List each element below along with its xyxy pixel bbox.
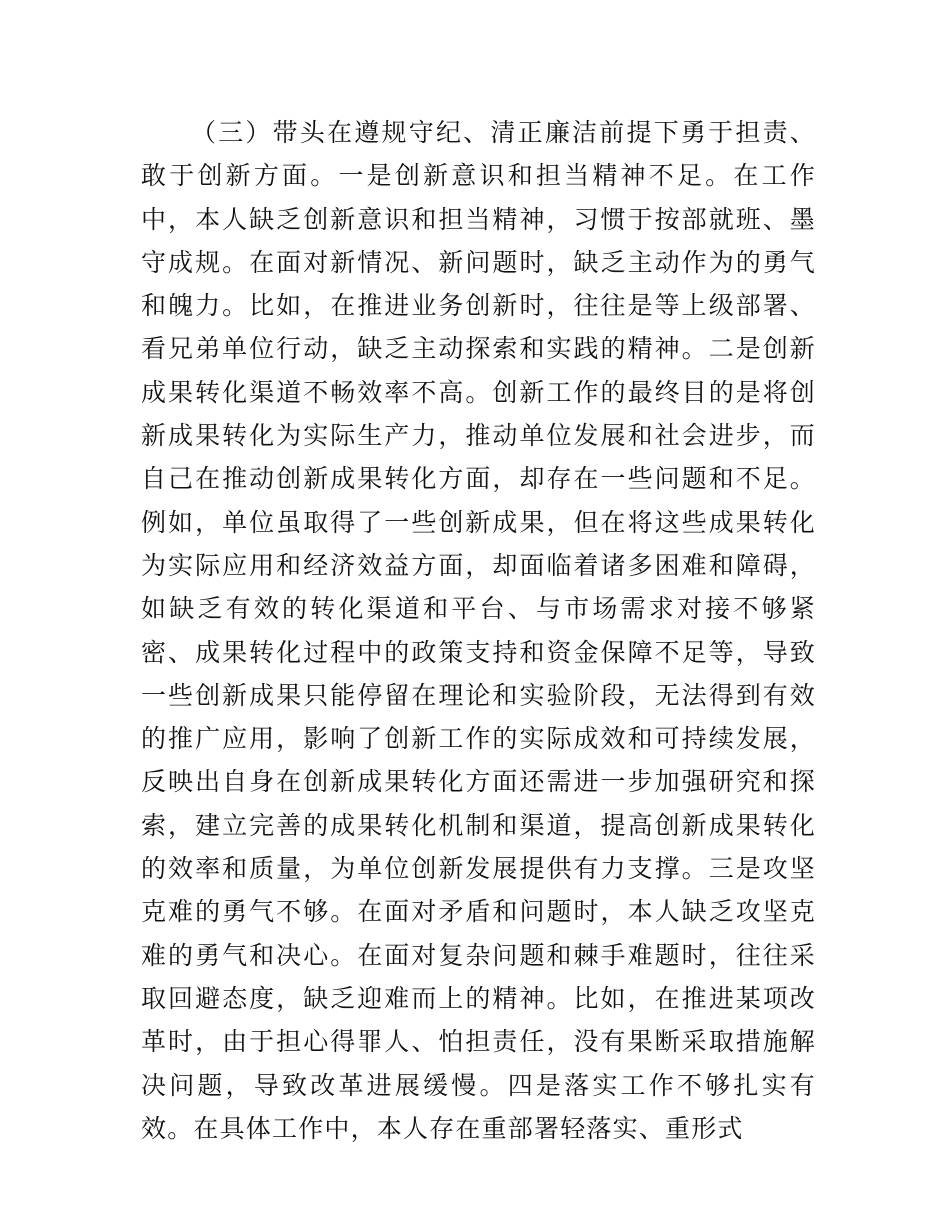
body-paragraph: （三）带头在遵规守纪、清正廉洁前提下勇于担责、敢于创新方面。一是创新意识和担当精神不足。在工作中，本人缺乏创新意识和担当精神，习惯于按部就班、墨守成规。在面对新情况、新问题时，缺乏主动作为的勇气和魄力。比如，在推进业务创新时，往往是等上级部署、看兄弟单位行动，缺乏主动探索和实践的精神。二是创新成果转化渠道不畅效率不高。创新工作的最终目的是将创新成果转化为实际生产力，推动单位发展和社会进步，而自己在推动创新成果转化方面，却存在一些问题和不足。例如，单位虽取得了一些创新成果，但在将这些成果转化为实际应用和经济效益方面，却面临着诸多困难和障碍，如缺乏有效的转化渠道和平台、与市场需求对接不够紧密、成果转化过程中的政策支持和资金保障不足等，导致一些创新成果只能停留在理论和实验阶段，无法得到有效的推广应用，影响了创新工作的实际成效和可持续发展，反映出自身在创新成果转化方面还需进一步加强研究和探索，建立完善的成果转化机制和渠道，提高创新成果转化的效率和质量，为单位创新发展提供有力支撑。三是攻坚克难的勇气不够。在面对矛盾和问题时，本人缺乏攻坚克难的勇气和决心。在面对复杂问题和棘手难题时，往往采取回避态度，缺乏迎难而上的精神。比如，在推进某项改革时，由于担心得罪人、怕担责任，没有果断采取措施解决问题，导致改革进展缓慢。四是落实工作不够扎实有效。在具体工作中，本人存在重部署轻落实、重形式: [141, 118, 816, 1143]
